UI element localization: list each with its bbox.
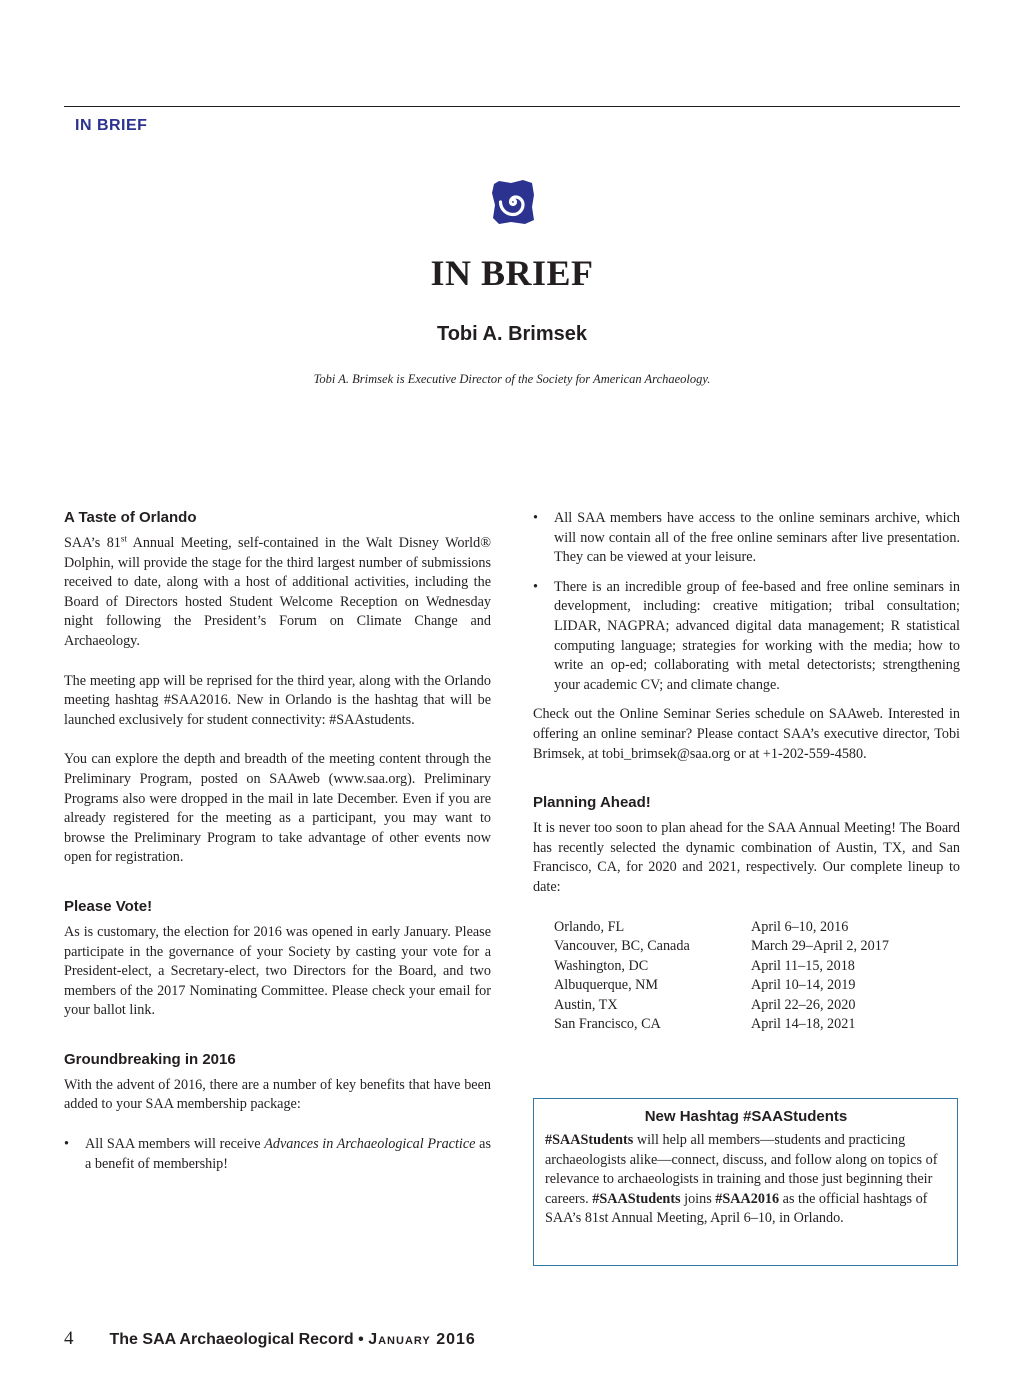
benefits-list [64, 1135, 491, 1174]
list-item: • There is an incredible group of fee-based and free online seminars in development, including: creative mitigation; tribal consultation; LIDAR, NAGPRA; advanced digital data management; R statistical computing language; strategies for working with the media; how to write an op-ed; collaborating with metal detectorists; strengthening your academic CV; and climate change. [533, 578, 960, 696]
spiral-icon [491, 179, 535, 225]
left-column [64, 509, 491, 1184]
table-row: Albuquerque, NM April 10–14, 2019 [554, 977, 856, 994]
table-row: San Francisco, CA April 14–18, 2021 [554, 1016, 856, 1033]
section-label: IN BRIEF [75, 117, 148, 134]
heading-please-vote: Please Vote! [64, 897, 153, 915]
heading-taste-of-orlando: A Taste of Orlando [64, 509, 197, 526]
seminar-paragraph: Check out the Online Seminar Series schedule on SAAweb. Interested in offering an online seminar? Please contact SAA’s executive director, Tobi Brimsek, at tobi_brimsek@saa.org or at +1-202-559-4580. [533, 706, 960, 762]
table-row: Vancouver, BC, Canada March 29–April 2, 2017 [554, 938, 889, 955]
meeting-schedule [554, 918, 889, 1036]
taste-paragraph-1: SAA’s 81st Annual Meeting, self-contained in the Walt Disney World® Dolphin, will provide the stage for the third largest number of submissions received to date, along with a host of additional activities, including the Board of Directors hosted Student Welcome Reception on Wednesday night following the President’s Forum on Climate Change and Archaeology. [64, 533, 491, 649]
callout-text: #SAAStudents will help all members—students and practicing archaeologists alike—connect, discuss, and follow along on topics of relevance to archaeologists in training and those just beginning their careers. #SAAStudents joins #SAA2016 as the official hashtags of SAA’s 81st Annual Meeting, April 6–10, in Orlando. [545, 1132, 938, 1227]
page-footer [64, 1328, 476, 1350]
page-title: IN BRIEF [430, 253, 594, 293]
groundbreaking-paragraph: With the advent of 2016, there are a number of key benefits that have been added to your SAA membership package: [64, 1076, 491, 1113]
top-rule [64, 106, 960, 107]
author-note: Tobi A. Brimsek is Executive Director of the Society for American Archaeology. [313, 372, 711, 386]
planning-paragraph: It is never too soon to plan ahead for the SAA Annual Meeting! The Board has recently selected the dynamic combination of Austin, TX, and San Francisco, CA, for 2020 and 2021, respectively. Our complete lineup to date: [533, 820, 960, 895]
heading-planning-ahead: Planning Ahead! [533, 794, 651, 812]
heading-groundbreaking: Groundbreaking in 2016 [64, 1050, 236, 1068]
table-row: Washington, DC April 11–15, 2018 [554, 957, 855, 974]
benefits-list-continued [533, 509, 960, 695]
hashtag-callout-box [533, 1098, 958, 1266]
table-row: Austin, TX April 22–26, 2020 [554, 996, 856, 1013]
right-column [533, 509, 960, 1035]
magazine-title: The SAA Archaeological Record [109, 1331, 354, 1348]
vote-paragraph: As is customary, the election for 2016 was opened in early January. Please participate in the governance of your Society by casting your vote for a President-elect, a Secretary-elect, two Directors for the Board, and two members of the 2017 Nominating Committee. Please check your email for your ballot link. [64, 923, 491, 1019]
author-name: Tobi A. Brimsek [436, 323, 588, 345]
list-item: • All SAA members have access to the online seminars archive, which will now contain all of the free online seminars after live presentation. They can be viewed at your leisure. [533, 509, 960, 568]
taste-paragraph-2: The meeting app will be reprised for the third year, along with the Orlando meeting hashtag #SAA2016. New in Orlando is the hashtag that will be launched exclusively for student connectivity: #SAAstudents. [64, 672, 491, 728]
issue-date: January 2016 [368, 1331, 476, 1348]
list-item: • All SAA members will receive Advances in Archaeological Practice as a benefit of membership! [64, 1135, 491, 1174]
footer-separator: • [358, 1331, 364, 1348]
page-number: 4 [64, 1328, 74, 1349]
callout-title: New Hashtag #SAAStudents [644, 1108, 848, 1125]
taste-paragraph-3: You can explore the depth and breadth of the meeting content through the Preliminary Program, posted on SAAweb (www.saa.org). Preliminary Programs also were dropped in the mail in late December. Even if you are already registered for the meeting as a participant, you may want to browse the Preliminary Program to take advantage of other events now open for registration. [64, 751, 491, 866]
table-row: Orlando, FL April 6–10, 2016 [554, 918, 849, 935]
